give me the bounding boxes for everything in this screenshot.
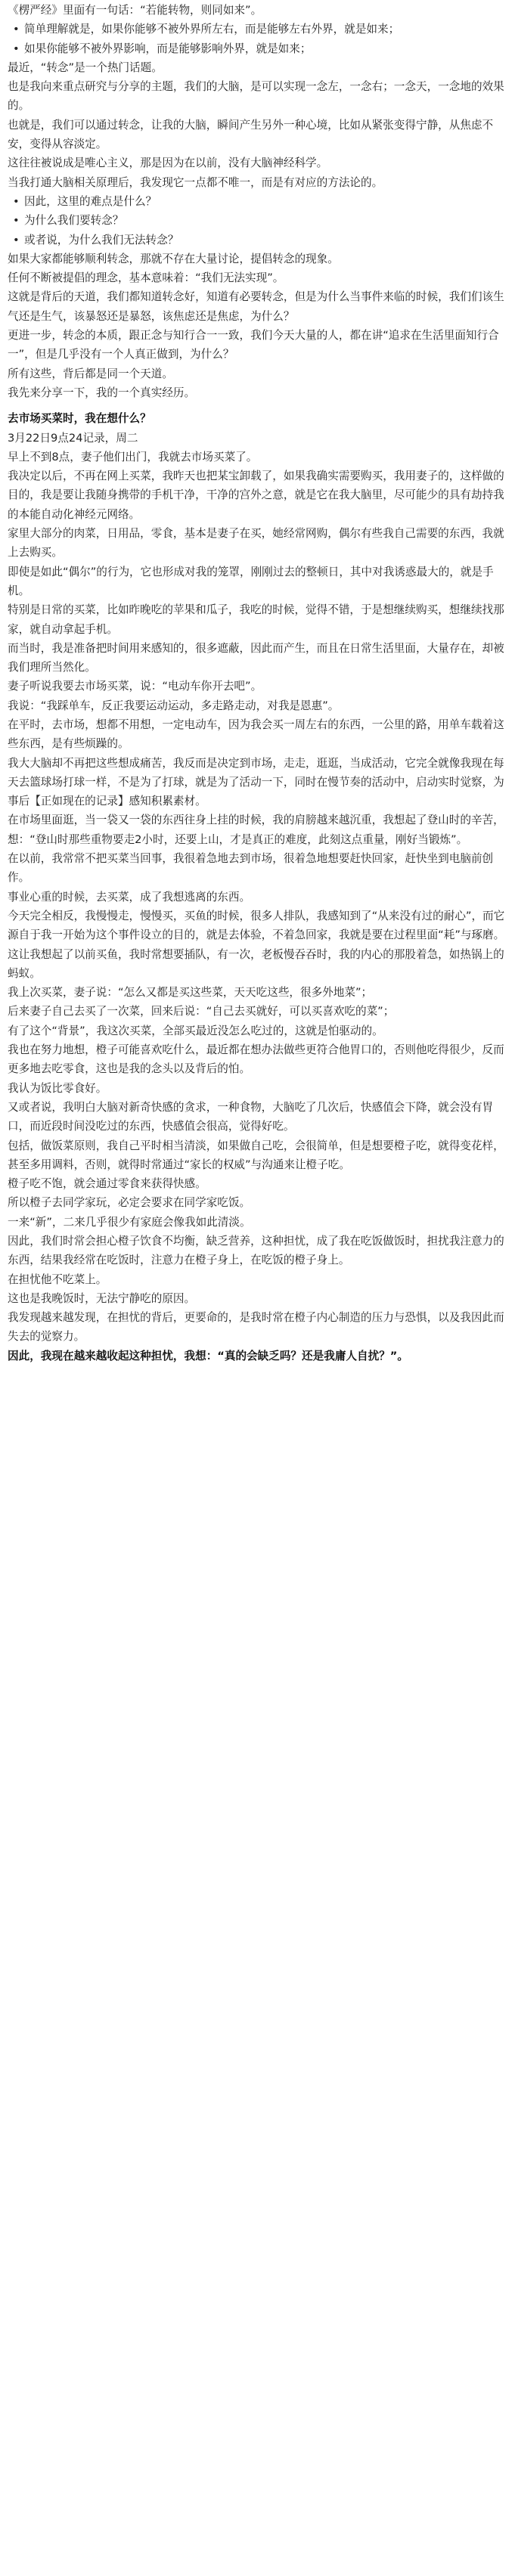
paragraph: 又或者说，我明白大脑对新奇快感的贪求，一种食物，大脑吃了几次后，快感值会下降，就会没有胃口，而近段时间没吃过的东西，快感值会很高，觉得好吃。 <box>8 1100 494 1133</box>
paragraph: 而当时，我是准备把时间用来感知的，很多遮蔽，因此而产生，而且在日常生活里面，大量存在，却被我们理所当然化。 <box>8 641 504 674</box>
paragraph: 所以橙子去同学家玩，必定会要求在同学家吃饭。 <box>8 1196 251 1210</box>
paragraph: 即使是如此“偶尔”的行为，它也形成对我的笼罩，刚刚过去的整顿日，其中对我诱惑最大的，就是手机。 <box>8 565 494 597</box>
paragraph: 更进一步，转念的本质，跟正念与知行合一一致，我们今天大量的人，都在讲“追求在生活里面知行合一”，但是几乎没有一个人真正做到，为什么？ <box>8 329 499 361</box>
paragraph: 在以前，我常常不把买菜当回事，我很着急地去到市场，很着急地想要赶快回家，赶快坐到电脑前创作。 <box>8 852 494 885</box>
bullet-item: • 如果你能够不被外界影响，而是能够影响外界，就是如来； <box>8 39 505 58</box>
paragraph: 一来“新”，二来几乎很少有家庭会像我如此清淡。 <box>8 1215 251 1229</box>
bold-paragraph: 因此，我现在越来越收起这种担忧，我想：“真的会缺乏吗？还是我庸人自扰？”。 <box>8 1349 408 1362</box>
paragraph: 当我打通大脑相关原理后，我发现它一点都不唯一，而是有对应的方法论的。 <box>8 175 383 189</box>
paragraph: 在担忧他不吃菜上。 <box>8 1273 107 1286</box>
paragraph: 后来妻子自己去买了一次菜，回来后说：“自己去买就好，可以买喜欢吃的菜”； <box>8 1005 395 1018</box>
paragraph: 这也是我晚饭时，无法宁静吃的原因。 <box>8 1291 196 1305</box>
paragraph: 也就是，我们可以通过转念，让我的大脑，瞬间产生另外一种心境，比如从紧张变得宁静，从焦虑不安，变得从容淡定。 <box>8 118 494 151</box>
paragraph: 橙子吃不饱，就会通过零食来获得快感。 <box>8 1177 206 1191</box>
paragraph: 在市场里面逛，当一袋又一袋的东西往身上挂的时候，我的肩膀越来越沉重，我想起了登山时的辛苦，想：“登山时那些重物要走2小时，还要上山，才是真正的难度，此刻这点重量，刚好当锻炼”。 <box>8 814 504 846</box>
paragraph: 包括，做饭菜原则，我自己平时相当清淡，如果做自己吃，会很简单，但是想要橙子吃，就得变花样，甚至多用调料，否则，就得时常通过“家长的权威”与沟通来让橙子吃。 <box>8 1139 504 1171</box>
paragraph: 如果大家都能够顺利转念，那就不存在大量讨论，提倡转念的现象。 <box>8 252 339 265</box>
paragraph: 我大大脑却不再把这些想成痛苦，我反而是决定到市场，走走，逛逛，当成活动，它完全就像我现在每天去篮球场打球一样，不是为了打球，就是为了活动一下，同时在慢节奏的活动中，启动实时觉察，为事后【正如现在的记录】感知积累素材。 <box>8 756 504 808</box>
paragraph: 因此，我们时常会担心橙子饮食不均衡，缺乏营养，这种担忧，成了我在吃饭做饭时，担扰我注意力的东西，结果我经常在吃饭时，注意力在橙子身上，在吃饭的橙子身上。 <box>8 1235 504 1267</box>
bullet-item: • 简单理解就是，如果你能够不被外界所左右，而是能够左右外界，就是如来； <box>8 20 505 39</box>
paragraph: 我认为饭比零食好。 <box>8 1081 107 1095</box>
paragraph: 也是我向来重点研究与分享的主题，我们的大脑，是可以实现一念左，一念右；一念天，一念地的效果的。 <box>8 80 504 113</box>
paragraph: 这就是背后的天道，我们都知道转念好，知道有必要转念，但是为什么当事件来临的时候，我们们该生气还是生气，该暴怒还是暴怒，该焦虑还是焦虑，为什么？ <box>8 290 504 323</box>
bullet-item: • 或者说，为什么我们无法转念？ <box>8 231 505 250</box>
paragraph: 今天完全相反，我慢慢走，慢慢买，买鱼的时候，很多人排队，我感知到了“从来没有过的耐心”，而它源自于我一开始为这个事件设立的目的，就是去体验，不着急回家，我就是要在过程里面“耗”与琢磨。 <box>8 909 505 942</box>
paragraph: 我说：“我踩单车，反正我要运动运动，多走路走动，对我是恩惠”。 <box>8 699 340 712</box>
paragraph: 妻子听说我要去市场买菜，说：“电动车你开去吧”。 <box>8 680 262 693</box>
paragraph: 在平时，去市场，想都不用想，一定电动车，因为我会买一周左右的东西，一公里的路，用单车载着这些东西，是有些烦躁的。 <box>8 718 504 751</box>
paragraph: 我决定以后，不再在网上买菜，我昨天也把某宝卸载了，如果我确实需要购买，我用妻子的，这样做的目的，我是要让我随身携带的手机干净，干净的宫外之意，就是它在我大脑里，尽可能少的具有劫持我的本能自动化神经元网络。 <box>8 470 504 521</box>
paragraph: 这往往被说成是唯心主义，那是因为在以前，没有大脑神经科学。 <box>8 157 328 170</box>
paragraph: 早上不到8点，妻子他们出门，我就去市场买菜了。 <box>8 450 258 463</box>
paragraph: 家里大部分的肉菜，日用品，零食，基本是妻子在买，她经常网购，偶尔有些我自己需要的东西，我就上去购买。 <box>8 527 504 560</box>
paragraph: 最近，“转念”是一个热门话题。 <box>8 60 163 74</box>
bullet-item: • 为什么我们要转念？ <box>8 211 505 230</box>
bullet-item: • 因此，这里的难点是什么？ <box>8 192 505 211</box>
paragraph: 这让我想起了以前买鱼，我时常想要插队，有一次，老板慢吞吞时，我的内心的那股着急，如热锅上的蚂蚁。 <box>8 947 504 980</box>
paragraph: 3月22日9点24记录，周二 <box>8 431 138 445</box>
section-heading: 去市场买菜时，我在想什么？ <box>8 412 151 426</box>
paragraph: 我也在努力地想，橙子可能喜欢吃什么，最近都在想办法做些更符合他胃口的，否则他吃得很少，反而更多地去吃零食，这也是我的念头以及背后的怕。 <box>8 1043 504 1076</box>
paragraph: 我上次买菜，妻子说：“怎么又都是买这些菜，天天吃这些，很多外地菜”； <box>8 986 373 1000</box>
paragraph: 《楞严经》里面有一句话：“若能转物，则同如来”。 <box>8 4 262 17</box>
paragraph: 特别是日常的买菜，比如昨晚吃的苹果和瓜子，我吃的时候，觉得不错，于是想继续购买，想继续找那家，就自动拿起手机。 <box>8 603 504 636</box>
paragraph: 我发现越来越发现，在担忧的背后，更要命的，是我时常在橙子内心制造的压力与恐惧，以及我因此而失去的觉察力。 <box>8 1311 504 1344</box>
paragraph: 事业心重的时候，去买菜，成了我想逃离的东西。 <box>8 890 251 904</box>
paragraph: 所有这些，背后都是同一个天道。 <box>8 367 173 380</box>
paragraph: 我先来分享一下，我的一个真实经历。 <box>8 386 196 399</box>
paragraph: 有了这个“背景”，我这次买菜，全部买最近没怎么吃过的，这就是怕驱动的。 <box>8 1024 383 1037</box>
paragraph: 任何不断被提倡的理念，基本意味着：“我们无法实现”。 <box>8 271 284 285</box>
